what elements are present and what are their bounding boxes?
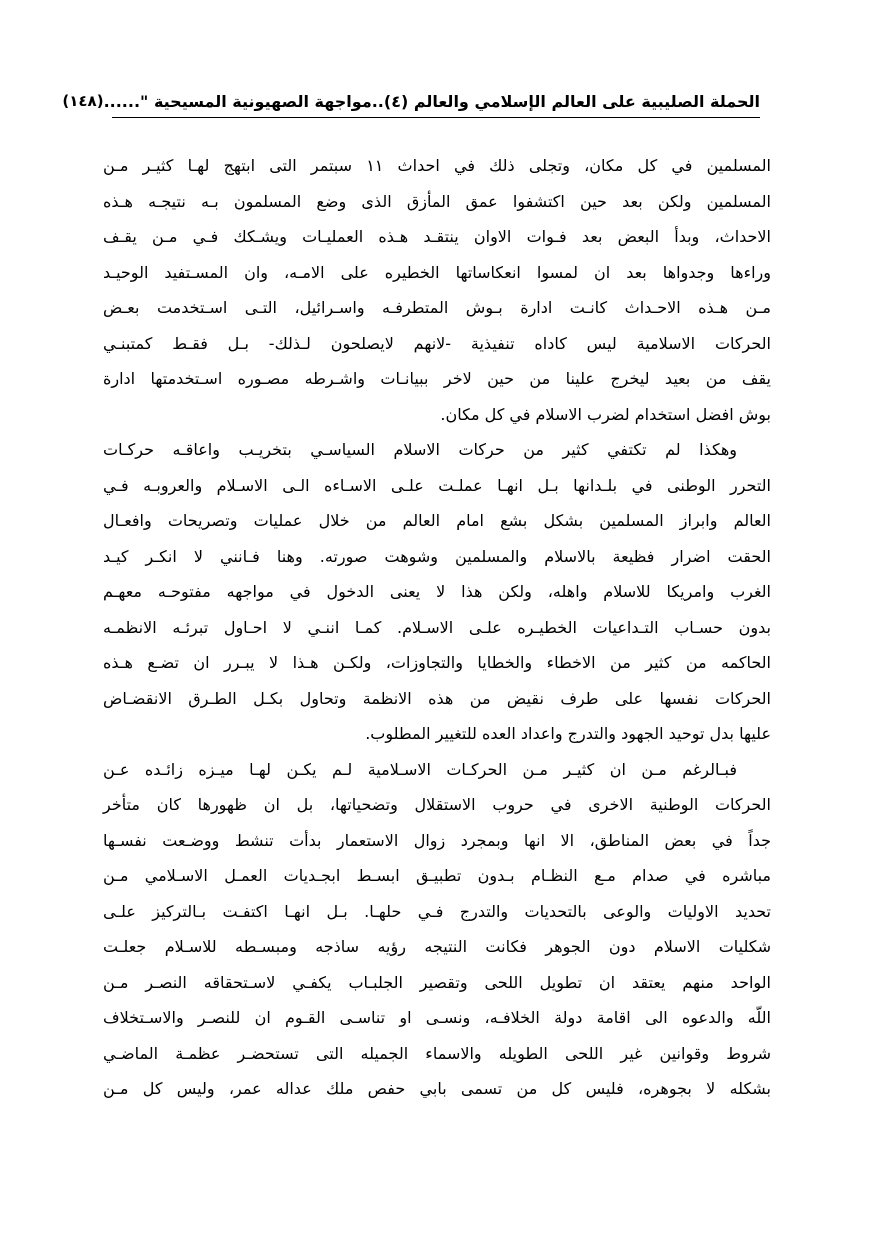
text-line: المسلمين ولكن بعد حين اكتشفوا عمق المأزق الذى وضع المسلمون بـه نتيجـه هـذه (103, 191, 771, 211)
text-line: المسلمين في كل مكان، وتجلى ذلك في احداث ١١ سبتمر التى ابتهج لهـا كثيـر مـن (103, 156, 771, 175)
text-line: شروط وقوانين غير اللحى الطويله والاسماء الجميله التى تستحضـر عظمـة الماضـي (103, 1043, 771, 1063)
body-text (103, 148, 771, 1107)
text-line: بشكله لا بجوهره، فليس كل من تسمى بابي حفص ملك عداله عمر، وليس كل مـن (103, 1079, 771, 1098)
paragraph-1 (103, 148, 771, 432)
text-line: وهكذا لم تكتفي كثير من حركات الاسلام السياسـي بتخريـب واعاقـه حركـات (103, 440, 737, 459)
text-line: بدون حسـاب التـداعيات الخطيـره علـى الاسـلام. كمـا اننـي لا احـاول تبرئـه الانظمـه (103, 617, 771, 637)
text-line: الحركات نفسها على طرف نقيض من هذه الانظمة وتحاول بكـل الطـرق الانقضـاض (103, 688, 771, 708)
text-line: اللّه والدعوه الى اقامة دولة الخلافـه، ونسـى او تناسـى القـوم ان للنصـر والاسـتخلاف (103, 1008, 771, 1027)
text-line: الحقت اضرار فظيعة بالاسلام والمسلمين وشوهت صورته. وهنا فـانني لا انكـر كيـد (103, 546, 771, 566)
text-line: بوش افضل استخدام لضرب الاسلام في كل مكان. (440, 404, 771, 424)
running-header (62, 86, 760, 116)
paragraph-3 (103, 752, 771, 1107)
text-line: يقف من بعيد ليخرج علينا من حين لاخر ببيانـات واشـرطه مصـوره اسـتخدمتها ادارة (103, 369, 771, 388)
text-line: شكليات الاسلام دون الجوهر فكانت النتيجه رؤيه ساذجه ومبسـطه للاسـلام جعلـت (103, 937, 771, 956)
text-line: الحاكمه من كثير من الاخطاء والخطايا والتجاوزات، ولكـن هـذا لا يبـرر ان تضـع هـذه (103, 653, 771, 672)
text-line: الحركات الوطنية الاخرى في حروب الاستقلال وتضحياتها، بل ان ظهورها كان متأخر (103, 795, 771, 814)
text-line: الاحداث، وبدأ البعض بعد فـوات الاوان ينتقـد هـذه العمليـات ويشـكك فـي مـن يقـف (103, 227, 771, 246)
header-title: الحملة الصليبية على العالم الإسلامي والعالم (٤)..مواجهة الصهيونية المسيحية "...... (103, 91, 760, 111)
text-line: الحركات الاسلامية ليس كاداه تنفيذية -لانهم لايصلحون لـذلك- بـل فقـط كمتبنـي (103, 333, 771, 353)
header-rule (112, 117, 760, 118)
text-line: وراءها وجدواها بعد ان لمسوا انعكاساتها الخطيره على الامـه، وان المسـتفيد الوحيـد (103, 262, 771, 282)
text-line: مـن هـذه الاحـداث كانـت ادارة بـوش المتطرفـه واسـرائيل، التـى اسـتخدمت بعـض (103, 298, 771, 317)
text-line: فبـالرغم مـن ان كثيـر مـن الحركـات الاسـلامية لـم يكـن لهـا ميـزه زائـده عـن (103, 759, 737, 779)
text-line: تحديد الاوليات والوعى بالتحديات والتدرج فـي حلهـا. بـل انهـا اكتفـت بـالتركيز علـى (103, 901, 771, 921)
text-line: الواحد منهم يعتقد ان تطويل اللحى وتقصير الجلبـاب يكفـي لاسـتحقاقه النصـر مـن (103, 972, 771, 992)
text-line: الغرب وامريكا للاسلام واهله، ولكن هذا لا يعنى الدخول في مواجهه مفتوحـه معهـم (103, 582, 771, 601)
page-number: (١٤٨) (62, 92, 104, 110)
text-line: عليها بدل توحيد الجهود والتدرج واعداد العده للتغيير المطلوب. (365, 724, 771, 743)
text-line: جداً في بعض المناطق، الا انها وبمجرد زوال الاستعمار بدأت تنشط ووضـعت نفسـها (103, 830, 771, 850)
paragraph-2 (103, 432, 771, 752)
text-line: العالم وابراز المسلمين بشكل بشع امام العالم من خلال عمليات وتصريحات وافعـال (103, 511, 771, 530)
text-line: التحرر الوطنى في بلـدانها بـل انهـا عملـت علـى الاسـاءه الـى الاسـلام والعروبـه فـي (103, 475, 771, 495)
text-line: مباشره في صدام مـع النظـام بـدون تطبيـق ابسـط ابجـديات العمـل الاسـلامي مـن (103, 866, 771, 885)
